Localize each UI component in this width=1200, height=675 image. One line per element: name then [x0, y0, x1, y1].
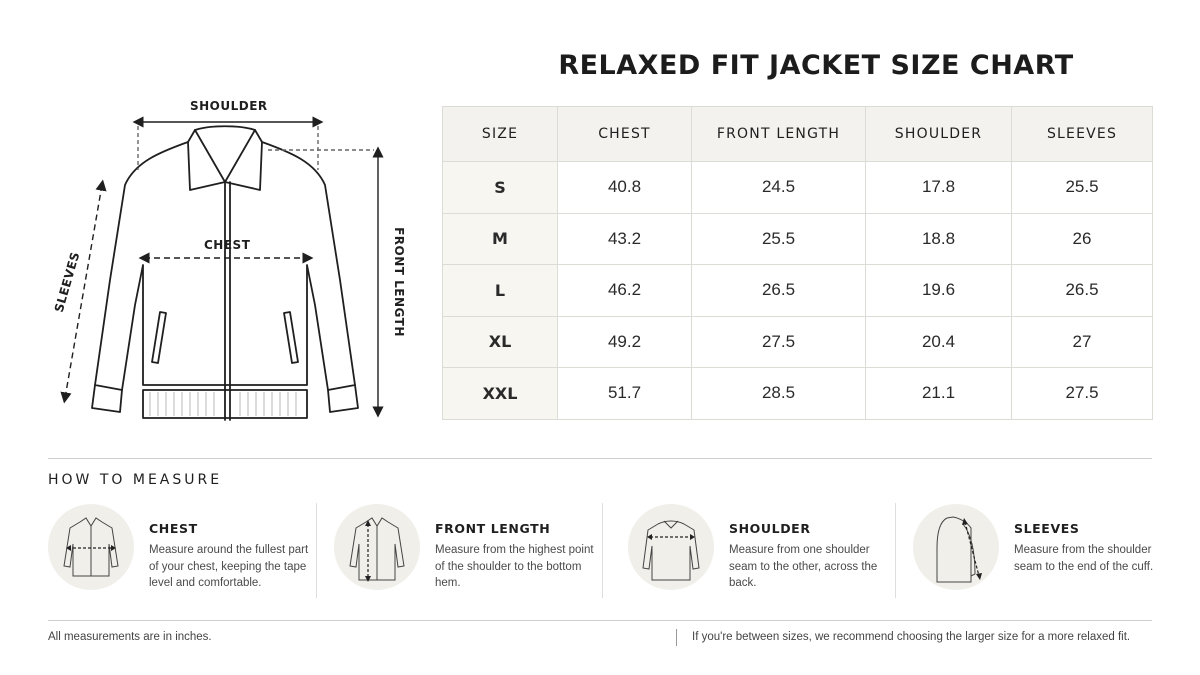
chest-cell: 40.8	[558, 162, 692, 214]
front-length-label: FRONT LENGTH	[391, 227, 406, 337]
measure-separator	[602, 503, 603, 598]
section-divider	[48, 458, 1152, 459]
header-sleeves: SLEEVES	[1012, 107, 1153, 162]
front-length-cell: 27.5	[692, 316, 866, 368]
measure-title-sleeves: SLEEVES	[1014, 521, 1080, 536]
measure-title-front-length: FRONT LENGTH	[435, 521, 551, 536]
sleeves-cell: 27.5	[1012, 368, 1153, 420]
measure-desc-sleeves: Measure from the shoulder seam to the end of the cuff.	[1014, 544, 1154, 573]
measure-desc-shoulder: Measure from one shoulder seam to the other, across the back.	[729, 544, 878, 589]
page-title: RELAXED FIT JACKET SIZE CHART	[558, 50, 1074, 81]
measure-desc-chest: Measure around the fullest part of your chest, keeping the tape level and comfortable.	[149, 544, 309, 589]
size-cell: L	[443, 265, 558, 317]
table-row	[443, 213, 1153, 265]
measure-title-shoulder: SHOULDER	[729, 521, 811, 536]
chest-cell: 43.2	[558, 213, 692, 265]
shoulder-label: SHOULDER	[190, 99, 268, 113]
measure-item-shoulder	[628, 500, 908, 600]
sleeve-measure-icon	[913, 504, 999, 590]
size-cell: M	[443, 213, 558, 265]
sleeves-cell: 27	[1012, 316, 1153, 368]
front-length-cell: 26.5	[692, 265, 866, 317]
measure-item-front-length	[334, 500, 614, 600]
table-header-row	[443, 107, 1153, 162]
front-length-cell: 28.5	[692, 368, 866, 420]
chest-label: CHEST	[204, 238, 251, 252]
sleeves-cell: 25.5	[1012, 162, 1153, 214]
table-row	[443, 316, 1153, 368]
size-chart-table	[442, 106, 1153, 420]
sleeves-label: SLEEVES	[51, 250, 83, 314]
measure-separator	[316, 503, 317, 598]
measure-desc-front-length: Measure from the highest point of the shoulder to the bottom hem.	[435, 544, 594, 589]
shoulder-cell: 20.4	[866, 316, 1012, 368]
shoulder-cell: 18.8	[866, 213, 1012, 265]
front-length-measure-icon	[334, 504, 420, 590]
chest-cell: 49.2	[558, 316, 692, 368]
how-to-measure-title: HOW TO MEASURE	[48, 472, 223, 488]
size-cell: XL	[443, 316, 558, 368]
header-size: SIZE	[443, 107, 558, 162]
chest-measure-icon	[48, 504, 134, 590]
table-row	[443, 265, 1153, 317]
chest-cell: 46.2	[558, 265, 692, 317]
size-cell: XXL	[443, 368, 558, 420]
header-front-length: FRONT LENGTH	[692, 107, 866, 162]
measure-item-chest	[48, 500, 328, 600]
size-cell: S	[443, 162, 558, 214]
front-length-cell: 24.5	[692, 162, 866, 214]
shoulder-cell: 17.8	[866, 162, 1012, 214]
sleeves-cell: 26	[1012, 213, 1153, 265]
front-length-cell: 25.5	[692, 213, 866, 265]
sizing-tip: If you're between sizes, we recommend choosing the larger size for a more relaxed fit.	[692, 631, 1131, 643]
table-row	[443, 368, 1153, 420]
footer-separator	[676, 629, 677, 646]
measure-item-sleeves	[913, 500, 1193, 600]
chest-cell: 51.7	[558, 368, 692, 420]
measure-title-chest: CHEST	[149, 521, 198, 536]
units-note: All measurements are in inches.	[48, 631, 212, 643]
measure-separator	[895, 503, 896, 598]
footer-divider	[48, 620, 1152, 621]
sleeves-cell: 26.5	[1012, 265, 1153, 317]
shoulder-cell: 21.1	[866, 368, 1012, 420]
jacket-illustration	[40, 90, 420, 430]
header-shoulder: SHOULDER	[866, 107, 1012, 162]
shoulder-cell: 19.6	[866, 265, 1012, 317]
table-row	[443, 162, 1153, 214]
header-chest: CHEST	[558, 107, 692, 162]
shoulder-measure-icon	[628, 504, 714, 590]
